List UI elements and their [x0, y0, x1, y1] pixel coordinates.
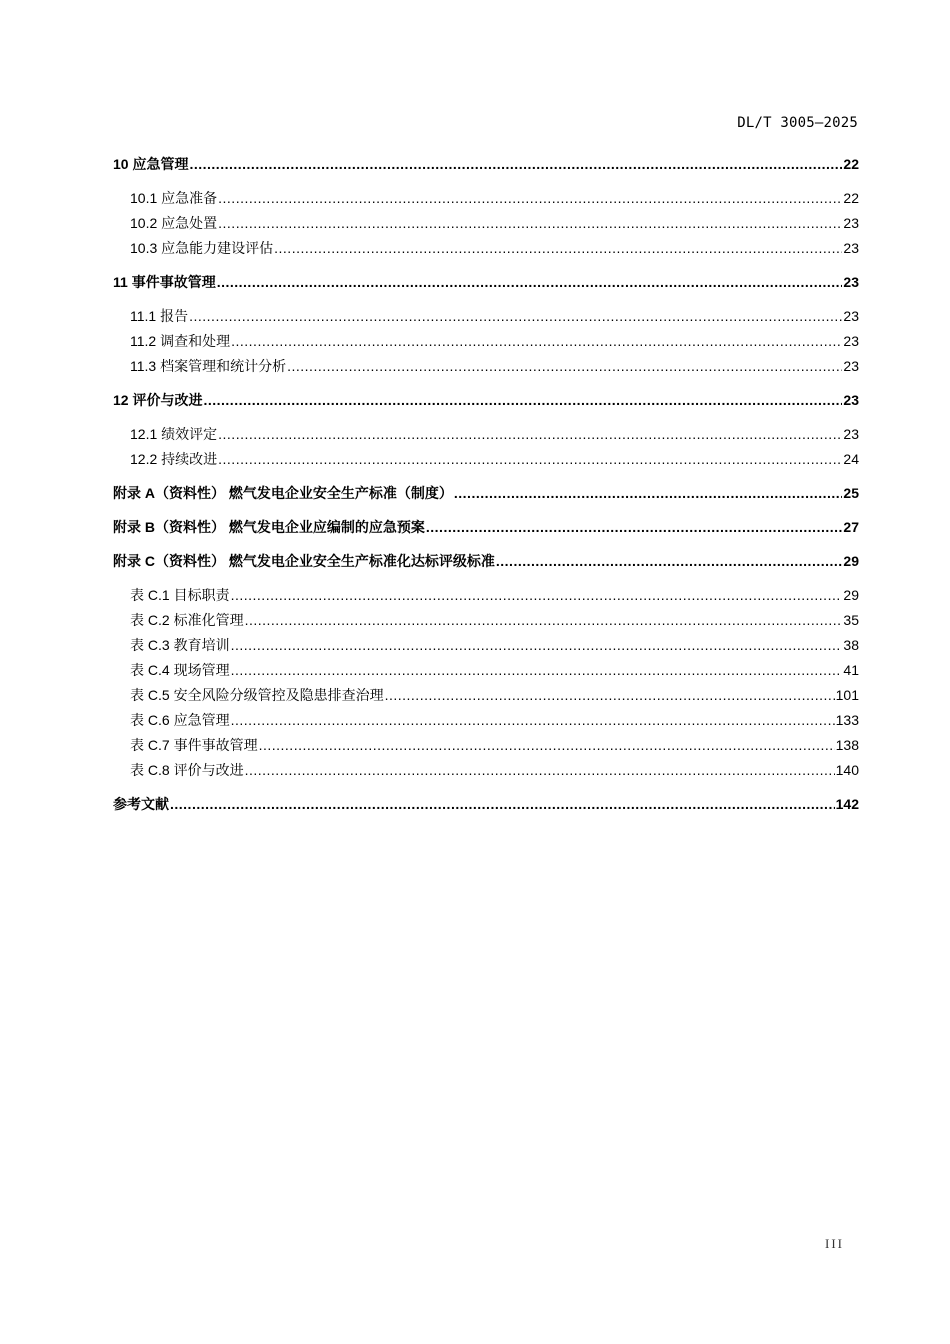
- toc-entry-page: 23: [843, 274, 859, 290]
- toc-dot-leader: [496, 549, 843, 574]
- toc-entry-page: 23: [843, 358, 859, 374]
- toc-entry-label: 10 应急管理: [113, 156, 189, 172]
- toc-entry-label: 参考文献: [113, 796, 169, 812]
- toc-section-entry[interactable]: [113, 658, 859, 683]
- toc-entry-label: 11.1 报告: [130, 308, 189, 324]
- toc-section-entry[interactable]: [113, 211, 859, 236]
- toc-entry-label: 附录 C（资料性） 燃气发电企业安全生产标准化达标评级标准: [113, 553, 495, 569]
- toc-dot-leader: [259, 733, 835, 758]
- toc-section-entry[interactable]: [113, 329, 859, 354]
- toc-dot-leader: [231, 633, 843, 658]
- toc-entry-label: 12.1 绩效评定: [130, 426, 218, 442]
- toc-entry-label: 11.2 调查和处理: [130, 333, 231, 349]
- toc-dot-leader: [203, 388, 842, 413]
- toc-dot-leader: [454, 481, 843, 506]
- toc-entry-label: 10.1 应急准备: [130, 190, 218, 206]
- toc-entry-label: 表 C.7 事件事故管理: [130, 737, 258, 753]
- page-number: III: [825, 1236, 844, 1251]
- toc-section-entry[interactable]: [113, 708, 859, 733]
- toc-entry-label: 10.3 应急能力建设评估: [130, 240, 274, 256]
- toc-chapter-entry[interactable]: [113, 792, 859, 817]
- toc-entry-page: 142: [835, 796, 859, 812]
- toc-chapter-entry[interactable]: [113, 515, 859, 540]
- toc-entry-page: 22: [843, 156, 859, 172]
- toc-section-entry[interactable]: [113, 733, 859, 758]
- toc-entry-page: 24: [843, 451, 859, 467]
- toc-dot-leader: [287, 354, 842, 379]
- toc-entry-label: 11 事件事故管理: [113, 274, 216, 290]
- toc-dot-leader: [217, 270, 843, 295]
- toc-entry-page: 23: [843, 426, 859, 442]
- toc-entry-label: 10.2 应急处置: [130, 215, 218, 231]
- toc-section-entry[interactable]: [113, 583, 859, 608]
- toc-chapter-entry[interactable]: [113, 549, 859, 574]
- toc-entry-page: 35: [843, 612, 859, 628]
- toc-dot-leader: [231, 583, 843, 608]
- toc-entry-label: 附录 A（资料性） 燃气发电企业安全生产标准（制度）: [113, 485, 453, 501]
- toc-entry-page: 29: [843, 587, 859, 603]
- toc-section-entry[interactable]: [113, 236, 859, 261]
- toc-entry-label: 表 C.8 评价与改进: [130, 762, 244, 778]
- toc-entry-page: 22: [843, 190, 859, 206]
- toc-entry-page: 138: [835, 737, 859, 753]
- toc-entry-label: 附录 B（资料性） 燃气发电企业应编制的应急预案: [113, 519, 425, 535]
- toc-entry-page: 25: [843, 485, 859, 501]
- toc-entry-label: 表 C.6 应急管理: [130, 712, 230, 728]
- toc-entry-page: 23: [843, 333, 859, 349]
- toc-entry-page: 27: [843, 519, 859, 535]
- toc-dot-leader: [218, 211, 842, 236]
- toc-dot-leader: [189, 304, 842, 329]
- toc-entry-page: 38: [843, 637, 859, 653]
- toc-dot-leader: [231, 708, 835, 733]
- document-code-header: DL/T 3005—2025: [737, 115, 858, 131]
- toc-dot-leader: [170, 792, 835, 817]
- toc-dot-leader: [245, 758, 835, 783]
- toc-entry-page: 23: [843, 392, 859, 408]
- toc-section-entry[interactable]: [113, 633, 859, 658]
- toc-section-entry[interactable]: [113, 758, 859, 783]
- toc-chapter-entry[interactable]: [113, 388, 859, 413]
- toc-section-entry[interactable]: [113, 608, 859, 633]
- toc-entry-label: 表 C.4 现场管理: [130, 662, 230, 678]
- toc-entry-page: 23: [843, 215, 859, 231]
- toc-dot-leader: [218, 186, 842, 211]
- toc-dot-leader: [231, 658, 843, 683]
- toc-entry-page: 133: [835, 712, 859, 728]
- toc-dot-leader: [426, 515, 843, 540]
- toc-entry-page: 23: [843, 308, 859, 324]
- toc-dot-leader: [245, 608, 843, 633]
- table-of-contents: [113, 152, 859, 817]
- toc-dot-leader: [218, 447, 842, 472]
- toc-dot-leader: [385, 683, 835, 708]
- toc-entry-label: 12 评价与改进: [113, 392, 203, 408]
- toc-entry-label: 12.2 持续改进: [130, 451, 218, 467]
- toc-section-entry[interactable]: [113, 304, 859, 329]
- toc-entry-label: 表 C.2 标准化管理: [130, 612, 244, 628]
- toc-dot-leader: [189, 152, 842, 177]
- toc-section-entry[interactable]: [113, 422, 859, 447]
- toc-entry-page: 41: [843, 662, 859, 678]
- toc-dot-leader: [218, 422, 842, 447]
- toc-entry-page: 23: [843, 240, 859, 256]
- toc-section-entry[interactable]: [113, 186, 859, 211]
- toc-chapter-entry[interactable]: [113, 270, 859, 295]
- toc-section-entry[interactable]: [113, 683, 859, 708]
- toc-entry-page: 101: [835, 687, 859, 703]
- toc-entry-label: 表 C.5 安全风险分级管控及隐患排查治理: [130, 687, 384, 703]
- toc-section-entry[interactable]: [113, 354, 859, 379]
- toc-section-entry[interactable]: [113, 447, 859, 472]
- toc-chapter-entry[interactable]: [113, 481, 859, 506]
- toc-entry-page: 29: [843, 553, 859, 569]
- toc-dot-leader: [274, 236, 842, 261]
- toc-entry-label: 11.3 档案管理和统计分析: [130, 358, 287, 374]
- toc-chapter-entry[interactable]: [113, 152, 859, 177]
- toc-entry-label: 表 C.3 教育培训: [130, 637, 230, 653]
- toc-entry-page: 140: [835, 762, 859, 778]
- toc-dot-leader: [231, 329, 842, 354]
- toc-entry-label: 表 C.1 目标职责: [130, 587, 230, 603]
